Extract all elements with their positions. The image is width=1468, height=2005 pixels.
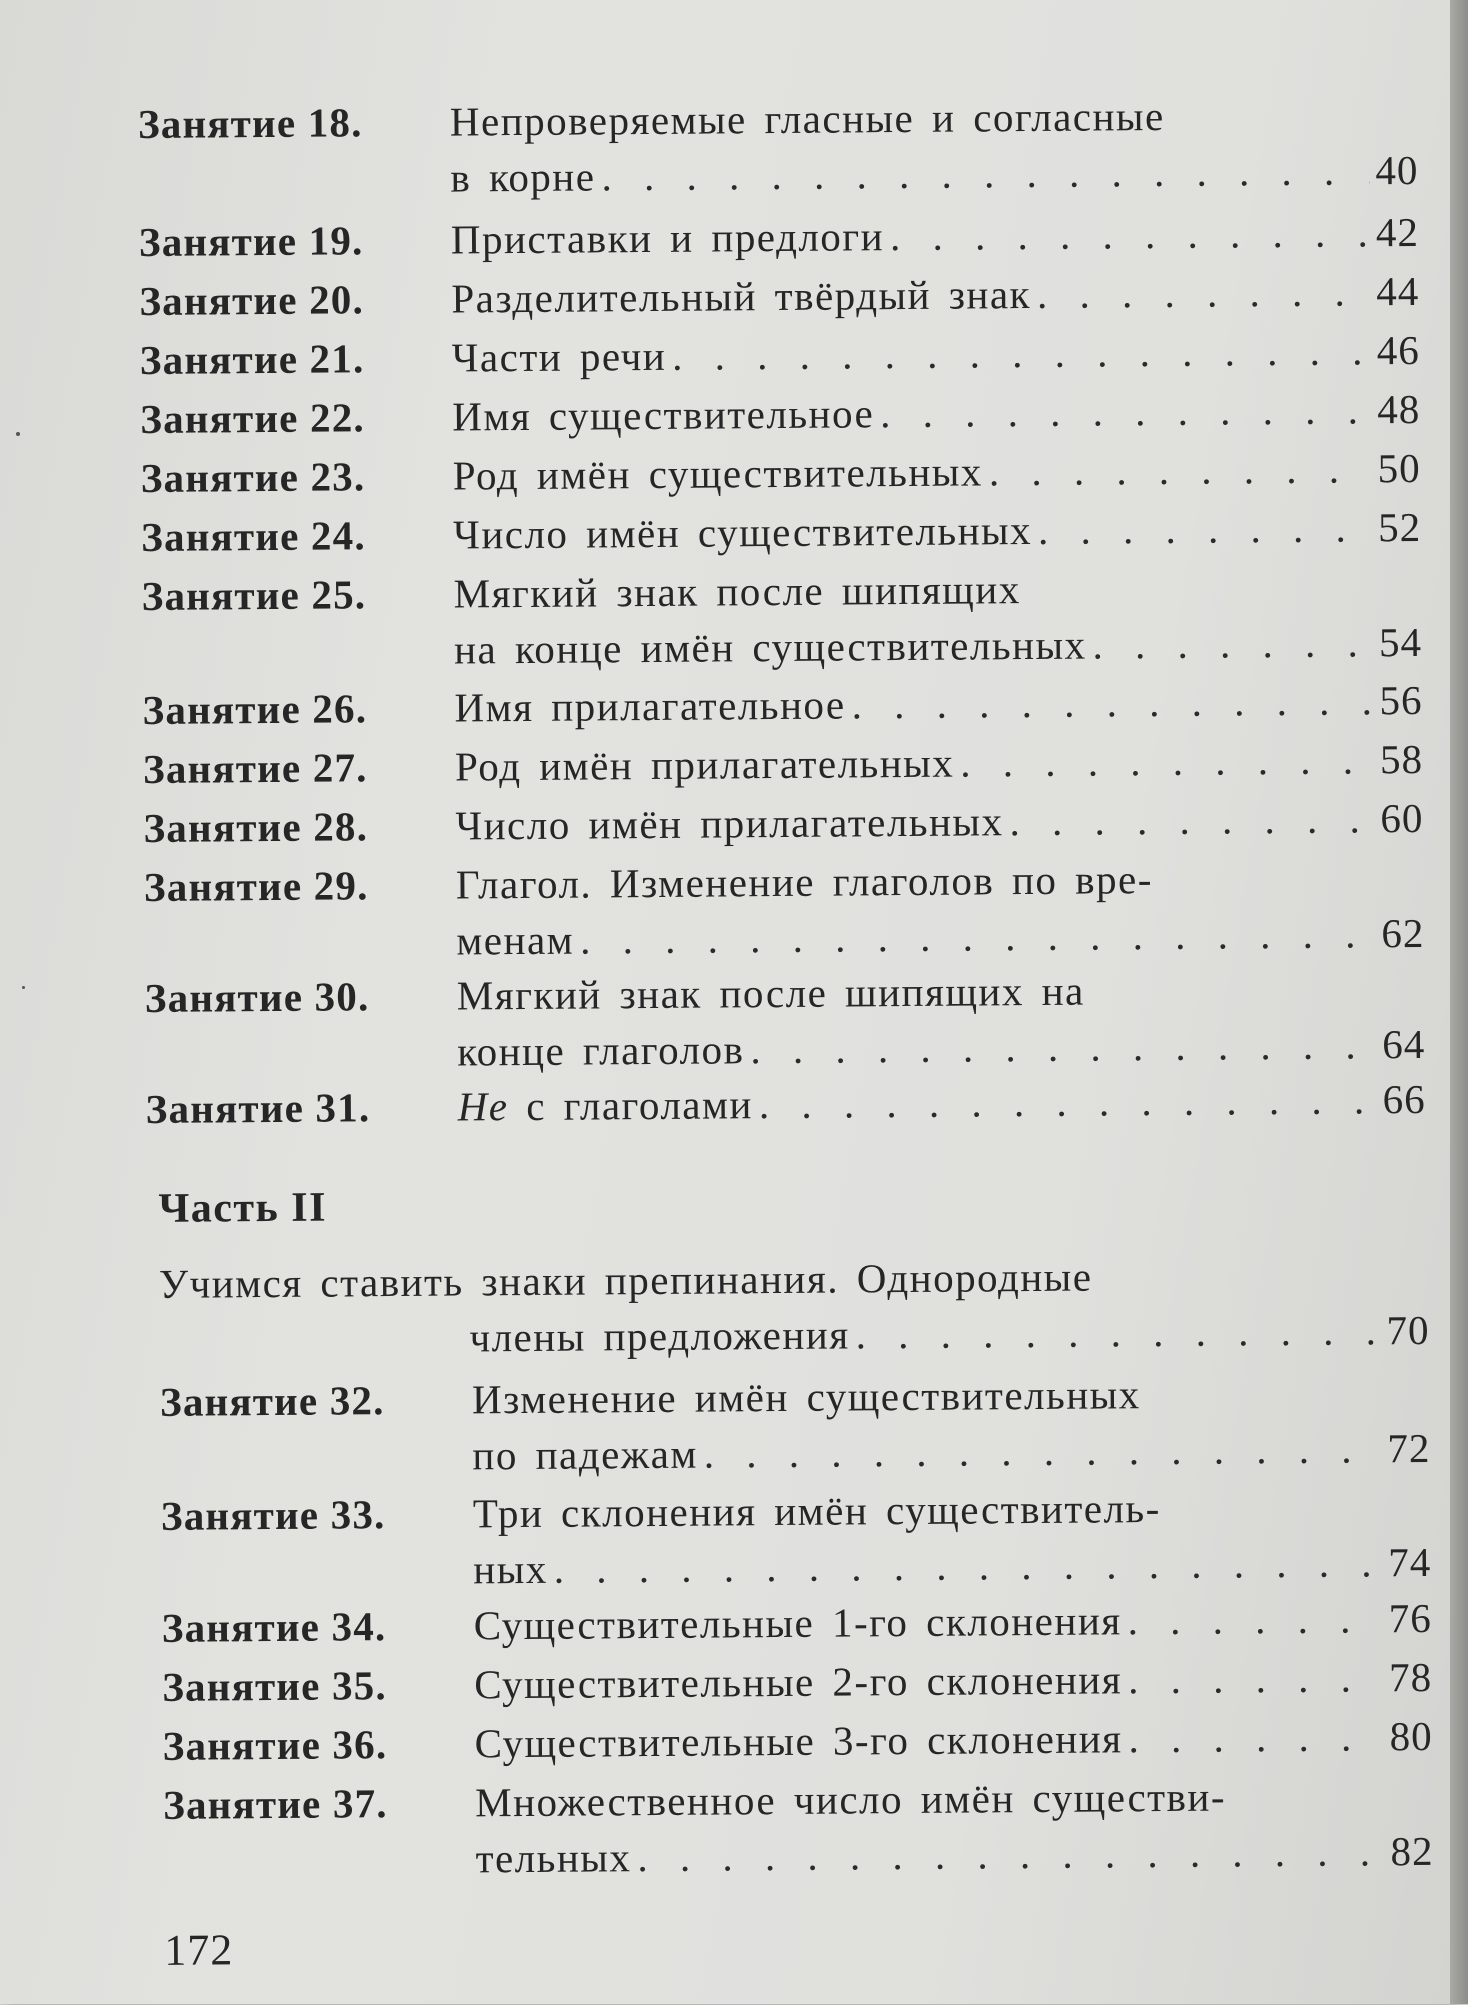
title-line: с глаголами xyxy=(508,1081,754,1130)
lesson-number: Занятие 24. xyxy=(141,512,366,561)
lesson-number: Занятие 36. xyxy=(162,1721,388,1769)
lesson-number: Занятие 35. xyxy=(162,1662,388,1710)
lesson-title xyxy=(457,960,1426,1080)
title-line: Число имён прилагательных xyxy=(455,798,1004,849)
page-number: 40 xyxy=(1375,146,1419,194)
page-number: 42 xyxy=(1375,208,1420,256)
page-number: 46 xyxy=(1376,326,1420,374)
lesson-number: Занятие 34. xyxy=(161,1603,387,1651)
lesson-title xyxy=(475,1767,1434,1887)
leader-dots xyxy=(960,731,1374,790)
page-number: 74 xyxy=(1388,1538,1432,1586)
page-number: 80 xyxy=(1389,1712,1433,1760)
title-line: Разделительный твёрдый знак xyxy=(451,271,1032,322)
page-number: 78 xyxy=(1389,1653,1433,1701)
page-number: 72 xyxy=(1387,1424,1431,1472)
title-line: Приставки и предлоги xyxy=(450,213,885,263)
title-line: Мягкий знак после шипящих xyxy=(453,566,1021,617)
page-number: 76 xyxy=(1388,1594,1432,1642)
lesson-number: Занятие 27. xyxy=(142,744,368,792)
lesson-title xyxy=(472,1364,1431,1484)
lesson-number: Занятие 28. xyxy=(143,803,369,851)
toc-entry-18 xyxy=(137,86,1419,201)
leader-dots xyxy=(1038,499,1373,558)
lesson-number: Занятие 37. xyxy=(162,1780,388,1828)
leader-dots xyxy=(637,1823,1385,1885)
leader-dots xyxy=(1128,1649,1384,1707)
leader-dots xyxy=(1009,790,1374,849)
lesson-title xyxy=(453,558,1422,678)
title-line: Три склонения имён существитель- xyxy=(472,1485,1161,1537)
lesson-number: Занятие 20. xyxy=(139,276,365,325)
lesson-title xyxy=(452,381,1420,445)
leader-dots xyxy=(704,1420,1382,1481)
leader-dots xyxy=(1037,263,1371,322)
lesson-title xyxy=(451,204,1419,268)
leader-dots xyxy=(750,1016,1376,1077)
page-number: 60 xyxy=(1380,794,1424,842)
lesson-number: Занятие 33. xyxy=(160,1491,386,1539)
leader-dots xyxy=(855,1302,1380,1362)
title-line: Род имён существительных xyxy=(452,448,984,499)
lesson-title xyxy=(474,1649,1432,1713)
lesson-title xyxy=(474,1590,1432,1654)
leader-dots xyxy=(1092,614,1373,672)
page-number: 58 xyxy=(1379,735,1424,783)
lesson-number: Занятие 29. xyxy=(143,862,369,910)
leader-dots xyxy=(759,1071,1377,1132)
lesson-number: Занятие 26. xyxy=(142,685,368,733)
title-line: Имя прилагательное xyxy=(454,681,846,731)
page-number: 64 xyxy=(1382,1020,1426,1068)
title-line: менам xyxy=(456,916,575,964)
lesson-title xyxy=(454,672,1422,736)
page-number: 56 xyxy=(1379,676,1423,724)
leader-dots xyxy=(1128,1708,1384,1766)
title-line: в корне xyxy=(450,153,596,201)
lesson-number: Занятие 23. xyxy=(140,453,366,502)
lesson-title xyxy=(452,322,1420,386)
lesson-title xyxy=(455,790,1423,854)
section-line: члены предложения xyxy=(469,1311,850,1361)
title-italic: Не xyxy=(457,1083,509,1130)
leader-dots xyxy=(580,905,1376,967)
lesson-title xyxy=(450,86,1419,206)
lesson-title xyxy=(455,731,1423,795)
section-line: Учимся ставить знаки препинания. Однородные xyxy=(158,1253,1093,1307)
title-line: Число имён существительных xyxy=(453,507,1033,558)
title-line: по падежам xyxy=(472,1430,698,1479)
title-line: Род имён прилагательных xyxy=(454,739,955,790)
title-line: Мягкий знак после шипящих на xyxy=(456,967,1085,1019)
title-line: Части речи xyxy=(451,332,667,381)
lesson-title xyxy=(453,440,1421,504)
title-line: тельных xyxy=(475,1834,632,1882)
leader-dots xyxy=(672,322,1371,383)
toc-entry-19 xyxy=(138,204,1420,266)
title-line: ных xyxy=(473,1545,548,1593)
page-number: 82 xyxy=(1390,1827,1434,1875)
lesson-number: Занятие 32. xyxy=(159,1377,385,1425)
leader-dots xyxy=(1127,1590,1383,1648)
section-intro xyxy=(159,1246,1430,1368)
lesson-number: Занятие 19. xyxy=(138,217,364,266)
leader-dots xyxy=(890,204,1370,264)
lesson-number: Занятие 25. xyxy=(141,571,367,620)
lesson-title xyxy=(453,499,1421,563)
lesson-title xyxy=(457,1071,1425,1135)
lesson-title xyxy=(451,263,1419,327)
page-number: 48 xyxy=(1377,385,1421,433)
title-line: Существительные 1-го склонения xyxy=(473,1597,1122,1649)
lesson-title xyxy=(474,1708,1432,1772)
lesson-number: Занятие 31. xyxy=(145,1084,371,1132)
page-number: 54 xyxy=(1378,618,1423,666)
title-line: Существительные 3-го склонения xyxy=(474,1715,1123,1767)
lesson-number: Занятие 22. xyxy=(140,394,366,443)
title-line: Изменение имён существительных xyxy=(471,1371,1141,1423)
title-line: Существительные 2-го склонения xyxy=(474,1656,1123,1708)
page-number: 66 xyxy=(1382,1075,1426,1123)
title-line: Имя существительное xyxy=(452,390,875,440)
title-line: конце глаголов xyxy=(457,1026,745,1075)
page-folio: 172 xyxy=(164,1925,234,1975)
lesson-number: Занятие 21. xyxy=(139,335,365,384)
page-number: 44 xyxy=(1376,267,1420,315)
lesson-title xyxy=(456,849,1425,969)
lesson-title xyxy=(473,1478,1432,1598)
title-line: Множественное число имён существи- xyxy=(474,1773,1227,1826)
lesson-number: Занятие 30. xyxy=(144,973,370,1021)
part-heading: Часть II xyxy=(158,1184,328,1232)
page-number: 50 xyxy=(1377,444,1421,492)
leader-dots xyxy=(601,142,1369,204)
page-number: 52 xyxy=(1377,503,1422,551)
leader-dots xyxy=(554,1534,1383,1597)
leader-dots xyxy=(851,672,1373,732)
leader-dots xyxy=(880,381,1371,441)
title-line: на конце имён существительных xyxy=(453,621,1087,673)
lesson-number: Занятие 18. xyxy=(137,99,363,148)
title-line: Непроверяемые гласные и согласные xyxy=(449,92,1165,145)
title-line: Глагол. Изменение глаголов по вре- xyxy=(455,856,1154,908)
page-number: 70 xyxy=(1386,1306,1430,1354)
page-number: 62 xyxy=(1381,909,1425,957)
leader-dots xyxy=(989,440,1372,499)
